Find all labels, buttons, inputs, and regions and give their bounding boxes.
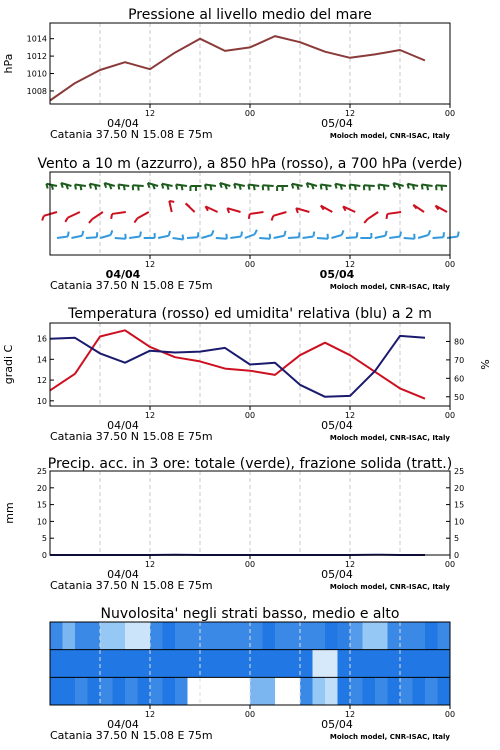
x-tick-label: 00 bbox=[444, 710, 456, 719]
wind-barb-feather bbox=[255, 230, 257, 235]
cloud-cell bbox=[413, 622, 426, 650]
wind-barb-shaft bbox=[115, 238, 126, 239]
wind-barb-feather bbox=[321, 184, 322, 189]
cloud-cell bbox=[263, 622, 276, 650]
wind-barb-feather bbox=[342, 230, 344, 235]
wind-barb-shaft bbox=[331, 235, 341, 238]
x-tick-label: 12 bbox=[344, 710, 356, 719]
wind-barb-feather bbox=[42, 216, 44, 221]
cloud-cell bbox=[338, 677, 351, 705]
cloud-cell bbox=[188, 677, 201, 705]
y-tick-label: 1010 bbox=[26, 69, 47, 79]
panel-title: Pressione al livello medio del mare bbox=[128, 7, 372, 23]
location-label: Catania 37.50 N 15.08 E 75m bbox=[50, 729, 213, 742]
wind-barb-feather bbox=[89, 219, 92, 223]
cloud-cell bbox=[350, 622, 363, 650]
cloud-cell bbox=[363, 677, 376, 705]
cloud-cell bbox=[288, 622, 301, 650]
cloud-cell bbox=[163, 650, 176, 678]
wind-barb-feather bbox=[249, 214, 250, 219]
wind-barb-feather bbox=[124, 185, 125, 190]
x-tick-label: 00 bbox=[444, 109, 456, 118]
date-label: 04/04 bbox=[107, 718, 139, 731]
cloud-cell bbox=[250, 622, 263, 650]
wind-barb-feather bbox=[205, 184, 206, 189]
y-tick-label: 15 bbox=[36, 500, 47, 510]
cloud-cell bbox=[150, 677, 163, 705]
cloud-cell bbox=[113, 622, 126, 650]
cloud-cell bbox=[50, 650, 63, 678]
credit-label: Moloch model, CNR-ISAC, Italy bbox=[329, 583, 450, 591]
cloud-cell bbox=[200, 650, 213, 678]
wind-barb-feather bbox=[95, 185, 96, 190]
wind-barb-feather bbox=[65, 218, 68, 222]
wind-barb-feather bbox=[272, 216, 274, 221]
date-label: 05/04 bbox=[321, 568, 353, 581]
cloud-cell bbox=[275, 677, 288, 705]
wind-barb-feather bbox=[46, 184, 47, 189]
cloud-cell bbox=[50, 677, 63, 705]
cloud-cell bbox=[275, 650, 288, 678]
cloud-cell bbox=[263, 677, 276, 705]
date-label: 05/04 bbox=[321, 419, 353, 432]
plot-border bbox=[50, 23, 450, 104]
cloud-cell bbox=[388, 677, 401, 705]
cloud-cell bbox=[363, 622, 376, 650]
x-tick-label: 00 bbox=[244, 560, 256, 569]
wind-barb-feather bbox=[422, 184, 423, 189]
wind-barb-feather bbox=[134, 218, 137, 222]
cloud-cell bbox=[238, 650, 251, 678]
cloud-cell bbox=[213, 677, 226, 705]
cloud-cell bbox=[63, 622, 76, 650]
cloud-cell bbox=[125, 622, 138, 650]
y-tick-label: 12 bbox=[36, 376, 47, 386]
wind-barb-feather bbox=[75, 184, 76, 189]
cloud-cell bbox=[188, 622, 201, 650]
temperature-line bbox=[50, 330, 425, 398]
wind-barb-feather bbox=[182, 185, 183, 190]
y-axis-label: mm bbox=[3, 502, 16, 524]
y-tick-label: 5 bbox=[454, 534, 460, 544]
x-tick-label: 00 bbox=[444, 260, 456, 269]
cloud-cell bbox=[400, 650, 413, 678]
credit-label: Moloch model, CNR-ISAC, Italy bbox=[329, 733, 450, 741]
y-tick-label: 0 bbox=[41, 551, 47, 560]
wind-barb-feather bbox=[350, 184, 351, 189]
panel-title: Temperatura (rosso) ed umidita' relativa (blu) a 2 m bbox=[68, 306, 432, 322]
cloud-cell bbox=[75, 650, 88, 678]
panel-title: Nuvolosita' negli strati basso, medio e alto bbox=[100, 606, 400, 622]
wind-barb-feather bbox=[254, 185, 255, 190]
cloud-cell bbox=[113, 677, 126, 705]
wind-barb-shaft bbox=[92, 212, 103, 219]
y-tick-label: 1014 bbox=[26, 34, 47, 44]
cloud-cell bbox=[250, 677, 263, 705]
cloud-cell bbox=[88, 677, 101, 705]
wind-barb-shaft bbox=[273, 212, 286, 216]
wind-barb-shaft bbox=[433, 237, 444, 238]
wind-barb-feather bbox=[68, 232, 69, 237]
cloud-cell bbox=[138, 622, 151, 650]
wind-barb-feather bbox=[241, 232, 242, 237]
wind-barb-shaft bbox=[317, 238, 328, 239]
wind-barb-feather bbox=[297, 185, 298, 190]
wind-barb-feather bbox=[169, 201, 174, 202]
y-tick-label: 14 bbox=[36, 355, 47, 365]
wind-barb-shaft bbox=[173, 238, 184, 240]
cloud-cell bbox=[263, 650, 276, 678]
cloud-cell bbox=[63, 677, 76, 705]
date-label: 05/04 bbox=[321, 117, 353, 130]
wind-barb-shaft bbox=[387, 212, 401, 214]
wind-barb-feather bbox=[458, 232, 459, 237]
y-tick-label: 25 bbox=[454, 467, 465, 476]
wind-barb-feather bbox=[82, 231, 83, 236]
location-label: Catania 37.50 N 15.08 E 75m bbox=[50, 279, 213, 292]
wind-barb-feather bbox=[428, 230, 430, 235]
y-tick-label: 25 bbox=[36, 467, 47, 476]
wind-barb-shaft bbox=[137, 212, 148, 218]
wind-barb-feather bbox=[183, 235, 184, 240]
location-label: Catania 37.50 N 15.08 E 75m bbox=[50, 128, 213, 141]
y-tick-label: 60 bbox=[454, 374, 465, 384]
wind-barb-shaft bbox=[112, 212, 126, 214]
panel-5 bbox=[50, 606, 455, 742]
y-tick-label: 0 bbox=[454, 551, 460, 560]
cloud-cell bbox=[225, 650, 238, 678]
y-axis-label: hPa bbox=[2, 53, 15, 74]
y-tick-label: 70 bbox=[454, 355, 465, 365]
cloud-cell bbox=[100, 622, 113, 650]
wind-barb-shaft bbox=[367, 212, 378, 219]
y-tick-label: 10 bbox=[36, 517, 47, 527]
wind-barb-feather bbox=[169, 231, 170, 236]
wind-barb-feather bbox=[335, 184, 336, 189]
cloud-cell bbox=[200, 622, 213, 650]
wind-barb-shaft bbox=[303, 236, 314, 238]
y-tick-label: 1012 bbox=[26, 52, 47, 62]
cloud-cell bbox=[288, 650, 301, 678]
x-tick-label: 12 bbox=[144, 260, 156, 269]
cloud-cell bbox=[125, 677, 138, 705]
cloud-cell bbox=[313, 622, 326, 650]
location-label: Catania 37.50 N 15.08 E 75m bbox=[50, 430, 213, 443]
cloud-cell bbox=[438, 622, 451, 650]
x-tick-label: 00 bbox=[444, 411, 456, 420]
wind-barb-feather bbox=[140, 232, 141, 237]
cloud-cell bbox=[100, 677, 113, 705]
credit-label: Moloch model, CNR-ISAC, Italy bbox=[329, 283, 450, 291]
cloud-cell bbox=[163, 677, 176, 705]
cloud-cell bbox=[88, 622, 101, 650]
wind-barb-shaft bbox=[375, 236, 386, 238]
cloud-cell bbox=[50, 622, 63, 650]
x-tick-label: 12 bbox=[144, 710, 156, 719]
cloud-cell bbox=[325, 650, 338, 678]
cloud-cell bbox=[363, 650, 376, 678]
wind-barb-feather bbox=[385, 231, 386, 236]
cloud-cell bbox=[325, 622, 338, 650]
wind-barb-feather bbox=[364, 219, 367, 223]
cloud-cell bbox=[375, 650, 388, 678]
cloud-cell bbox=[238, 622, 251, 650]
cloud-cell bbox=[338, 622, 351, 650]
cloud-cell bbox=[388, 650, 401, 678]
cloud-cell bbox=[313, 677, 326, 705]
wind-barb-feather bbox=[167, 185, 168, 190]
wind-barb-feather bbox=[384, 185, 385, 190]
panel-1 bbox=[2, 7, 455, 141]
wind-barb-shaft bbox=[288, 237, 299, 238]
y-tick-label: 50 bbox=[454, 392, 465, 402]
cloud-cell bbox=[163, 622, 176, 650]
wind-barb-feather bbox=[80, 185, 81, 190]
cloud-cell bbox=[275, 622, 288, 650]
wind-barb-feather bbox=[248, 184, 249, 189]
x-tick-label: 12 bbox=[344, 411, 356, 420]
wind-barb-feather bbox=[341, 185, 342, 190]
wind-barb-shaft bbox=[57, 236, 68, 238]
cloud-cell bbox=[438, 650, 451, 678]
x-tick-label: 12 bbox=[344, 260, 356, 269]
wind-barb-feather bbox=[52, 185, 53, 190]
wind-barb-shaft bbox=[158, 236, 169, 238]
wind-barb-shaft bbox=[201, 235, 211, 238]
wind-barb-shaft bbox=[71, 236, 82, 238]
wind-barb-shaft bbox=[187, 237, 198, 238]
wind-barb-shaft bbox=[418, 235, 428, 238]
y-tick-label: 80 bbox=[454, 337, 465, 347]
wind-barb-feather bbox=[210, 185, 211, 190]
cloud-cell bbox=[225, 677, 238, 705]
date-label: 04/04 bbox=[107, 568, 139, 581]
cloud-cell bbox=[375, 677, 388, 705]
cloud-cell bbox=[338, 650, 351, 678]
y-tick-label: 10 bbox=[454, 517, 465, 527]
cloud-cell bbox=[325, 677, 338, 705]
cloud-cell bbox=[138, 650, 151, 678]
cloud-cell bbox=[425, 677, 438, 705]
cloud-cell bbox=[175, 677, 188, 705]
wind-barb-shaft bbox=[169, 201, 171, 212]
cloud-cell bbox=[113, 650, 126, 678]
cloud-cell bbox=[125, 650, 138, 678]
wind-barb-shaft bbox=[250, 212, 264, 214]
x-tick-label: 00 bbox=[244, 710, 256, 719]
wind-barb-feather bbox=[313, 232, 314, 237]
panel-2 bbox=[37, 156, 462, 292]
date-label: 05/04 bbox=[321, 718, 353, 731]
wind-barb-shaft bbox=[389, 236, 400, 238]
x-tick-label: 12 bbox=[144, 109, 156, 118]
wind-barb-feather bbox=[239, 185, 240, 190]
cloud-cell bbox=[75, 677, 88, 705]
cloud-cell bbox=[413, 650, 426, 678]
cloud-cell bbox=[350, 650, 363, 678]
location-label: Catania 37.50 N 15.08 E 75m bbox=[50, 579, 213, 592]
cloud-cell bbox=[388, 622, 401, 650]
wind-barb-feather bbox=[413, 185, 414, 190]
x-tick-label: 12 bbox=[144, 560, 156, 569]
y-tick-label: 20 bbox=[454, 483, 465, 493]
x-tick-label: 12 bbox=[144, 411, 156, 420]
cloud-cell bbox=[400, 677, 413, 705]
cloud-cell bbox=[438, 677, 451, 705]
credit-label: Moloch model, CNR-ISAC, Italy bbox=[329, 132, 450, 140]
wind-barb-feather bbox=[292, 184, 293, 189]
cloud-cell bbox=[425, 650, 438, 678]
y-tick-label: 16 bbox=[36, 334, 47, 344]
cloud-cell bbox=[175, 622, 188, 650]
cloud-cell bbox=[425, 622, 438, 650]
x-tick-label: 00 bbox=[444, 560, 456, 569]
cloud-cell bbox=[300, 622, 313, 650]
cloud-cell bbox=[238, 677, 251, 705]
cloud-cell bbox=[300, 650, 313, 678]
cloud-cell bbox=[150, 622, 163, 650]
humidity-line bbox=[50, 336, 425, 397]
panel-3 bbox=[2, 306, 492, 443]
wind-barb-feather bbox=[162, 184, 163, 189]
cloud-cell bbox=[213, 650, 226, 678]
cloud-cell bbox=[400, 622, 413, 650]
wind-barb-feather bbox=[413, 205, 416, 209]
cloud-cell bbox=[138, 677, 151, 705]
x-tick-label: 00 bbox=[244, 411, 256, 420]
cloud-cell bbox=[213, 622, 226, 650]
date-label: 05/04 bbox=[319, 268, 355, 281]
wind-barb-shaft bbox=[447, 236, 458, 238]
wind-barb-shaft bbox=[274, 236, 285, 238]
credit-label: Moloch model, CNR-ISAC, Italy bbox=[329, 434, 450, 442]
wind-barb-shaft bbox=[129, 236, 140, 238]
wind-barb-feather bbox=[378, 184, 379, 189]
wind-barb-feather bbox=[427, 185, 428, 190]
cloud-cell bbox=[88, 650, 101, 678]
wind-barb-shaft bbox=[346, 237, 357, 238]
wind-barb-shaft bbox=[86, 237, 97, 238]
wind-barb-feather bbox=[186, 203, 190, 206]
panel-4 bbox=[3, 456, 464, 592]
wind-barb-feather bbox=[176, 184, 177, 189]
wind-barb-shaft bbox=[230, 236, 241, 238]
cloud-cell bbox=[250, 650, 263, 678]
cloud-cell bbox=[188, 650, 201, 678]
y-tick-label: 5 bbox=[41, 534, 47, 544]
panel-title: Vento a 10 m (azzurro), a 850 hPa (rosso), a 700 hPa (verde) bbox=[37, 156, 463, 172]
wind-barb-shaft bbox=[404, 238, 415, 239]
cloud-cell bbox=[350, 677, 363, 705]
cloud-cell bbox=[100, 650, 113, 678]
wind-barb-shaft bbox=[68, 212, 80, 218]
cloud-cell bbox=[150, 650, 163, 678]
wind-barb-shaft bbox=[259, 238, 270, 239]
wind-barb-feather bbox=[407, 184, 408, 189]
cloud-cell bbox=[300, 677, 313, 705]
cloud-cell bbox=[225, 622, 238, 650]
x-tick-label: 00 bbox=[244, 109, 256, 118]
panel-title: Precip. acc. in 3 ore: totale (verde), frazione solida (tratt.) bbox=[47, 456, 453, 472]
cloud-cell bbox=[75, 622, 88, 650]
wind-barb-feather bbox=[212, 230, 214, 235]
pressure-line bbox=[50, 36, 425, 100]
wind-barb-feather bbox=[111, 214, 112, 219]
cloud-cell bbox=[313, 650, 326, 678]
cloud-cell bbox=[63, 650, 76, 678]
wind-barb-feather bbox=[118, 184, 119, 189]
y-tick-label: 15 bbox=[454, 500, 465, 510]
y-axis-label: gradi C bbox=[2, 344, 15, 385]
cloud-cell bbox=[413, 677, 426, 705]
wind-barb-feather bbox=[284, 231, 285, 236]
wind-barb-feather bbox=[400, 232, 401, 237]
wind-barb-feather bbox=[111, 230, 113, 235]
x-tick-label: 12 bbox=[344, 109, 356, 118]
y-tick-label: 1008 bbox=[26, 86, 47, 96]
wind-barb-feather bbox=[326, 185, 327, 190]
wind-barb-feather bbox=[234, 184, 235, 189]
cloud-cell bbox=[200, 677, 213, 705]
wind-barb-feather bbox=[386, 214, 387, 219]
cloud-cell bbox=[175, 650, 188, 678]
wind-barb-feather bbox=[355, 185, 356, 190]
x-tick-label: 00 bbox=[244, 260, 256, 269]
y-tick-label: 20 bbox=[36, 483, 47, 493]
wind-barb-shaft bbox=[216, 238, 227, 239]
cloud-cell bbox=[288, 677, 301, 705]
wind-barb-feather bbox=[90, 184, 91, 189]
date-label: 04/04 bbox=[105, 268, 141, 281]
y-tick-label: 10 bbox=[36, 396, 47, 406]
cloud-cell bbox=[375, 622, 388, 650]
wind-barb-shaft bbox=[100, 235, 110, 238]
date-label: 04/04 bbox=[107, 419, 139, 432]
x-tick-label: 12 bbox=[344, 560, 356, 569]
date-label: 04/04 bbox=[107, 117, 139, 130]
y2-axis-label: % bbox=[479, 359, 492, 370]
